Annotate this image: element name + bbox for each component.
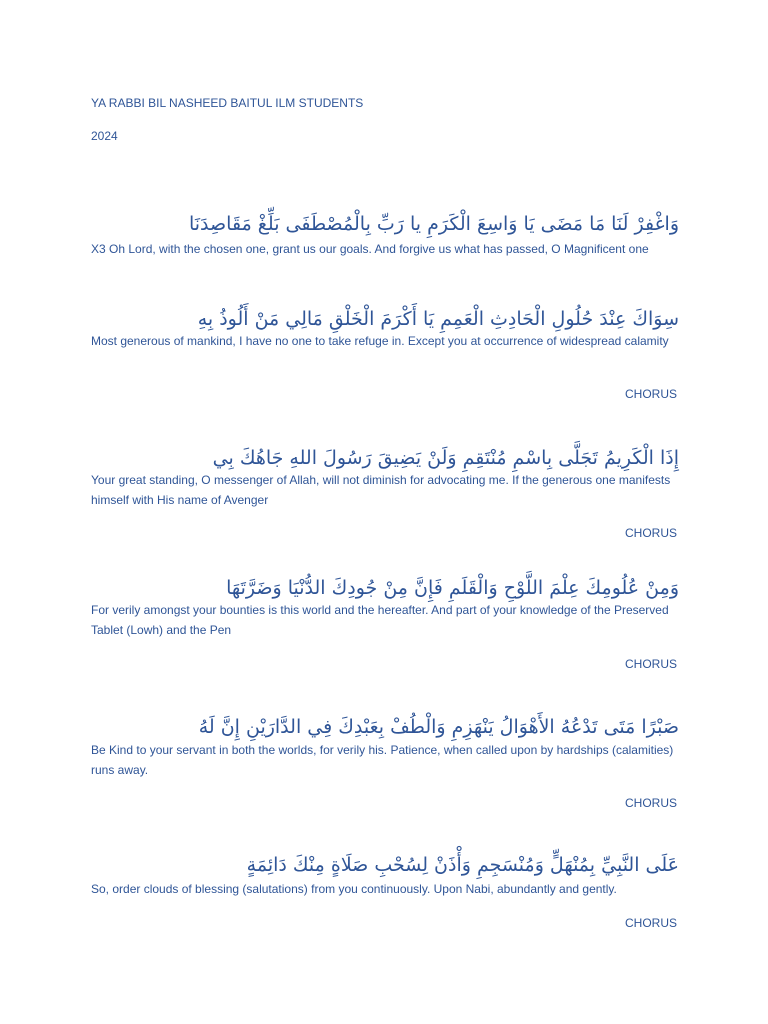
verse-3-arabic: إِذَا الْكَرِيمُ تَجَلَّى بِاسْمِ مُنْتَقِمِ وَلَنْ يَضِيقَ رَسُولَ اللهِ جَاهُكَ بِي: [212, 447, 679, 469]
verse-1-translation: X3 Oh Lord, with the chosen one, grant us our goals. And forgive us what has passed, O Magnificent one: [91, 242, 649, 256]
verse-2-translation: Most generous of mankind, I have no one to take refuge in. Except you at occurrence of widespread calamity: [91, 334, 669, 348]
verse-1-arabic: وَاغْفِرْ لَنَا مَا مَضَى يَا وَاسِعَ الْكَرَمِ يا رَبِّ بِالْمُصْطَفَى بَلِّغْ مَقَاصِدَنَا: [188, 213, 679, 235]
verse-2-arabic: سِوَاكَ عِنْدَ حُلُولِ الْحَادِثِ الْعَمِمِ يَا أَكْرَمَ الْخَلْقِ مَالِي مَنْ أَلُوذُ بِهِ: [197, 308, 679, 330]
document-title: YA RABBI BIL NASHEED BAITUL ILM STUDENTS: [91, 96, 364, 110]
verse-5-translation: Be Kind to your servant in both the worlds, for verily his. Patience, when called upon by hardships (calamities) runs away.: [91, 743, 674, 777]
chorus-label: CHORUS: [624, 916, 677, 930]
verse-4-translation: For verily amongst your bounties is this world and the hereafter. And part of your knowledge of the Preserved Tablet (Lowh) and the Pen: [91, 603, 669, 637]
verse-4-arabic: وَمِنْ عُلُومِكَ عِلْمَ اللَّوْحِ وَالْقَلَمِ فَإِنَّ مِنْ جُودِكَ الدُّنْيَا وَضَرَّتَهَا: [226, 577, 679, 599]
chorus-label: CHORUS: [624, 387, 677, 401]
verse-6-arabic: عَلَى النَّبِيِّ بِمُنْهَلٍّ وَمُنْسَجِمِ وَأْذَنْ لِسُحْبِ صَلَاةٍ مِنْكَ دَائِمَةٍ: [246, 854, 679, 876]
verse-5-arabic: صَبْرًا مَتَى تَدْعُهُ الأَهْوَالُ يَنْهَزِمِ وَالْطُفْ بِعَبْدِكَ فِي الدَّارَيْنِ إِنَّ لَهُ: [198, 716, 679, 738]
chorus-label: CHORUS: [624, 796, 677, 810]
document-year: 2024: [91, 129, 118, 143]
verse-3-translation: Your great standing, O messenger of Allah, will not diminish for advocating me. If the generous one manifests himself with His name of Avenger: [91, 473, 671, 507]
chorus-label: CHORUS: [624, 526, 677, 540]
chorus-label: CHORUS: [624, 657, 677, 671]
verse-6-translation: So, order clouds of blessing (salutations) from you continuously. Upon Nabi, abundantly and gently.: [91, 882, 617, 896]
